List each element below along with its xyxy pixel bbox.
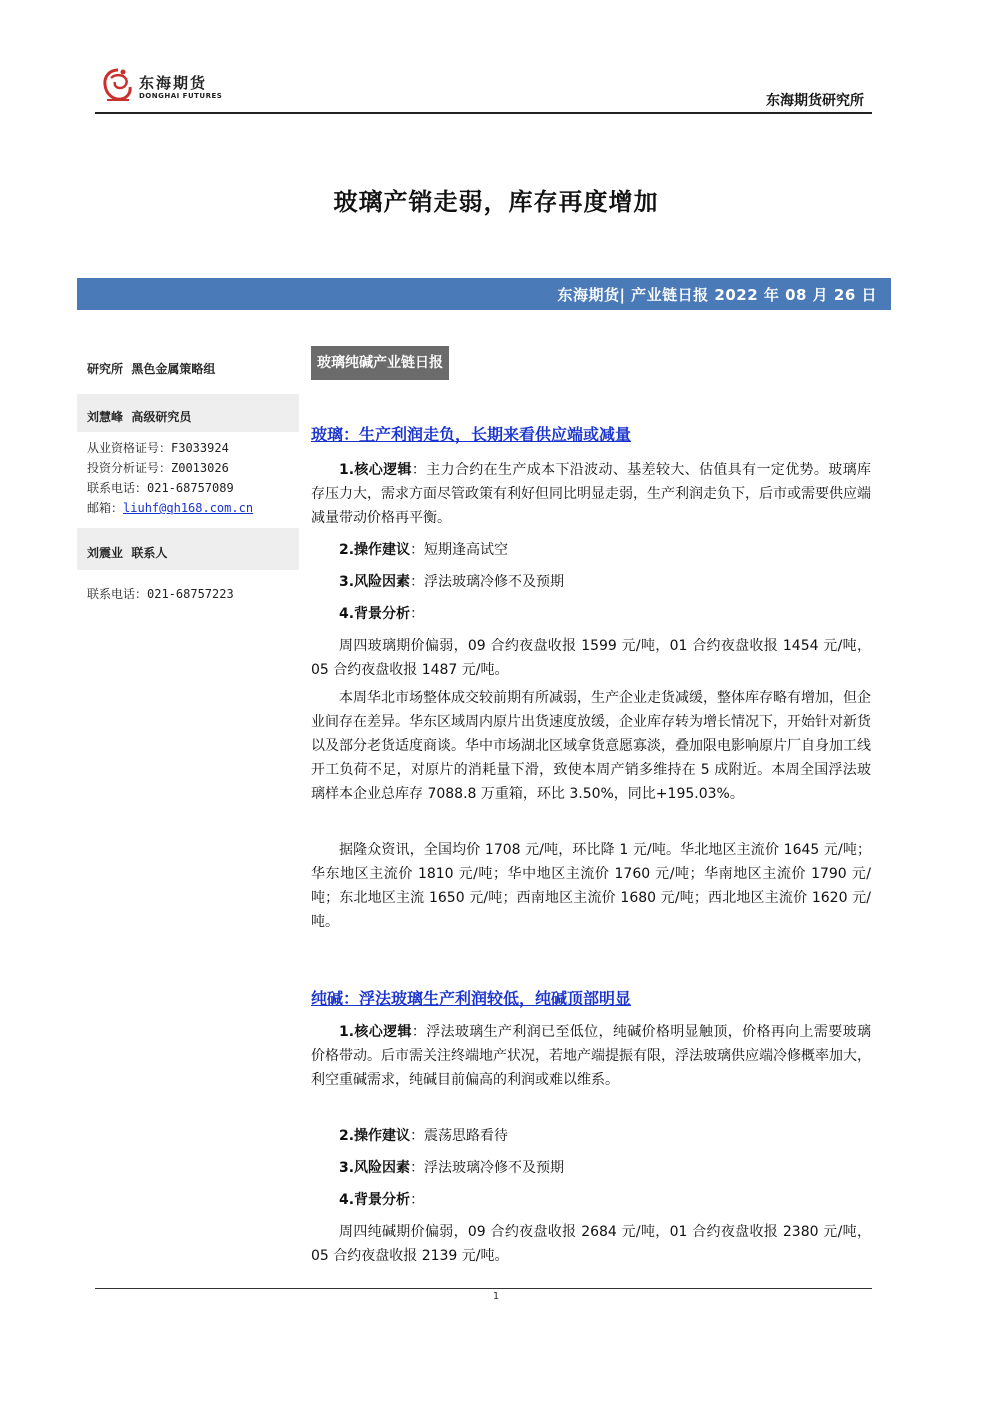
- qualification-number: 从业资格证号：F3033924: [87, 441, 229, 455]
- soda-risk: [339, 1156, 564, 1180]
- glass-risk-label: 3.风险因素: [339, 574, 411, 590]
- glass-advice-label: 2.操作建议: [339, 542, 411, 558]
- page-header: [95, 62, 872, 114]
- soda-bg-colon: ：: [410, 1192, 425, 1208]
- glass-section-title[interactable]: 玻璃：生产利润走负，长期来看供应端或减量: [311, 425, 632, 444]
- logo-chinese-name: 东海期货: [139, 74, 208, 92]
- glass-advice: [339, 538, 508, 562]
- glass-logic-text: ：主力合约在生产成本下沿波动、基差较大、估值具有一定优势。玻璃库存压力大，需求方面尽管政策有利好但同比明显走弱，生产利润走负下，后市或需要供应端减量带动价格再平衡。: [311, 462, 871, 526]
- main-content: [311, 346, 871, 1264]
- company-logo: [99, 66, 259, 110]
- footer-divider: [95, 1288, 872, 1289]
- section-tag: 玻璃纯碱产业链日报: [311, 346, 449, 380]
- page-number: 1: [492, 1291, 500, 1302]
- glass-bg-paragraph-2: 本周华北市场整体成交较前期有所减弱，生产企业走货减缓，整体库存略有增加，但企业间存在差异。华东区域周内原片出货速度放缓，企业库存转为增长情况下，开始针对新货以及部分老货适度商谈。华中市场湖北区域拿货意愿寡淡，叠加限电影响原片厂自身加工线开工负荷不足，对原片的消耗量下滑，致使本周产销多维持在 5 成附近。本周全国浮法玻璃样本企业总库存 7088.8 万重箱，环比 3.50%，同比+195.03%。: [311, 690, 871, 802]
- glass-core-logic: [311, 458, 871, 530]
- department-heading: 研究所 黑色金属策略组: [87, 362, 216, 376]
- author-heading: 刘慧峰 高级研究员: [77, 394, 299, 432]
- dragon-logo-icon: [99, 66, 137, 106]
- report-title: 玻璃产销走弱，库存再度增加: [333, 187, 659, 216]
- institute-name: 东海期货研究所: [766, 93, 864, 109]
- glass-risk: [339, 570, 564, 594]
- glass-bg-label: 4.背景分析: [339, 606, 411, 622]
- analysis-cert-number: 投资分析证号：Z0013026: [87, 461, 229, 475]
- soda-background-heading: [339, 1188, 424, 1212]
- soda-bg-paragraph-1: 周四纯碱期价偏弱，09 合约夜盘收报 2684 元/吨，01 合约夜盘收报 2380 元/吨，05 合约夜盘收报 2139 元/吨。: [311, 1224, 871, 1264]
- glass-bg-paragraph-3: 据隆众资讯，全国均价 1708 元/吨，环比降 1 元/吨。华北地区主流价 1645 元/吨；华东地区主流价 1810 元/吨；华中地区主流价 1760 元/吨；华南地区主流价 1790 元/吨；东北地区主流 1650 元/吨；西南地区主流价 1680 元/吨；西北地区主流价 1620 元/吨。: [311, 842, 871, 930]
- email-link[interactable]: liuhf@qh168.com.cn: [123, 501, 254, 515]
- soda-risk-label: 3.风险因素: [339, 1160, 411, 1176]
- logo-english-name: DONGHAI FUTURES: [139, 92, 223, 100]
- author-sidebar: [77, 346, 299, 604]
- glass-bg-paragraph-1: 周四玻璃期价偏弱，09 合约夜盘收报 1599 元/吨，01 合约夜盘收报 1454 元/吨，05 合约夜盘收报 1487 元/吨。: [311, 638, 871, 678]
- soda-logic-text: ：浮法玻璃生产利润已至低位，纯碱价格明显触顶，价格再向上需要玻璃价格带动。后市需关注终端地产状况，若地产端提振有限，浮法玻璃供应端冷修概率加大，利空重碱需求，纯碱目前偏高的利润或难以维系。: [311, 1024, 871, 1088]
- soda-bg-label: 4.背景分析: [339, 1192, 411, 1208]
- email-label: 邮箱：: [87, 501, 124, 515]
- contact-heading: 刘震业 联系人: [77, 528, 299, 570]
- soda-advice-label: 2.操作建议: [339, 1128, 411, 1144]
- glass-bg-colon: ：: [410, 606, 425, 622]
- glass-risk-text: ：浮法玻璃冷修不及预期: [410, 574, 565, 590]
- banner-text: 东海期货| 产业链日报 2022 年 08 月 26 日: [557, 286, 877, 304]
- glass-logic-label: 1.核心逻辑: [339, 462, 412, 478]
- contact-phone: 联系电话：021-68757223: [87, 587, 234, 601]
- soda-risk-text: ：浮法玻璃冷修不及预期: [410, 1160, 565, 1176]
- report-banner: [77, 278, 891, 310]
- glass-background-heading: [339, 602, 424, 626]
- author-phone: 联系电话：021-68757089: [87, 481, 234, 495]
- soda-section-title[interactable]: 纯碱：浮法玻璃生产利润较低，纯碱顶部明显: [311, 989, 632, 1008]
- soda-advice-text: ：震荡思路看待: [410, 1128, 509, 1144]
- soda-logic-label: 1.核心逻辑: [339, 1024, 412, 1040]
- author-email-row: [77, 498, 299, 518]
- soda-advice: [339, 1124, 508, 1148]
- soda-core-logic: [311, 1020, 871, 1092]
- glass-advice-text: ：短期逢高试空: [410, 542, 509, 558]
